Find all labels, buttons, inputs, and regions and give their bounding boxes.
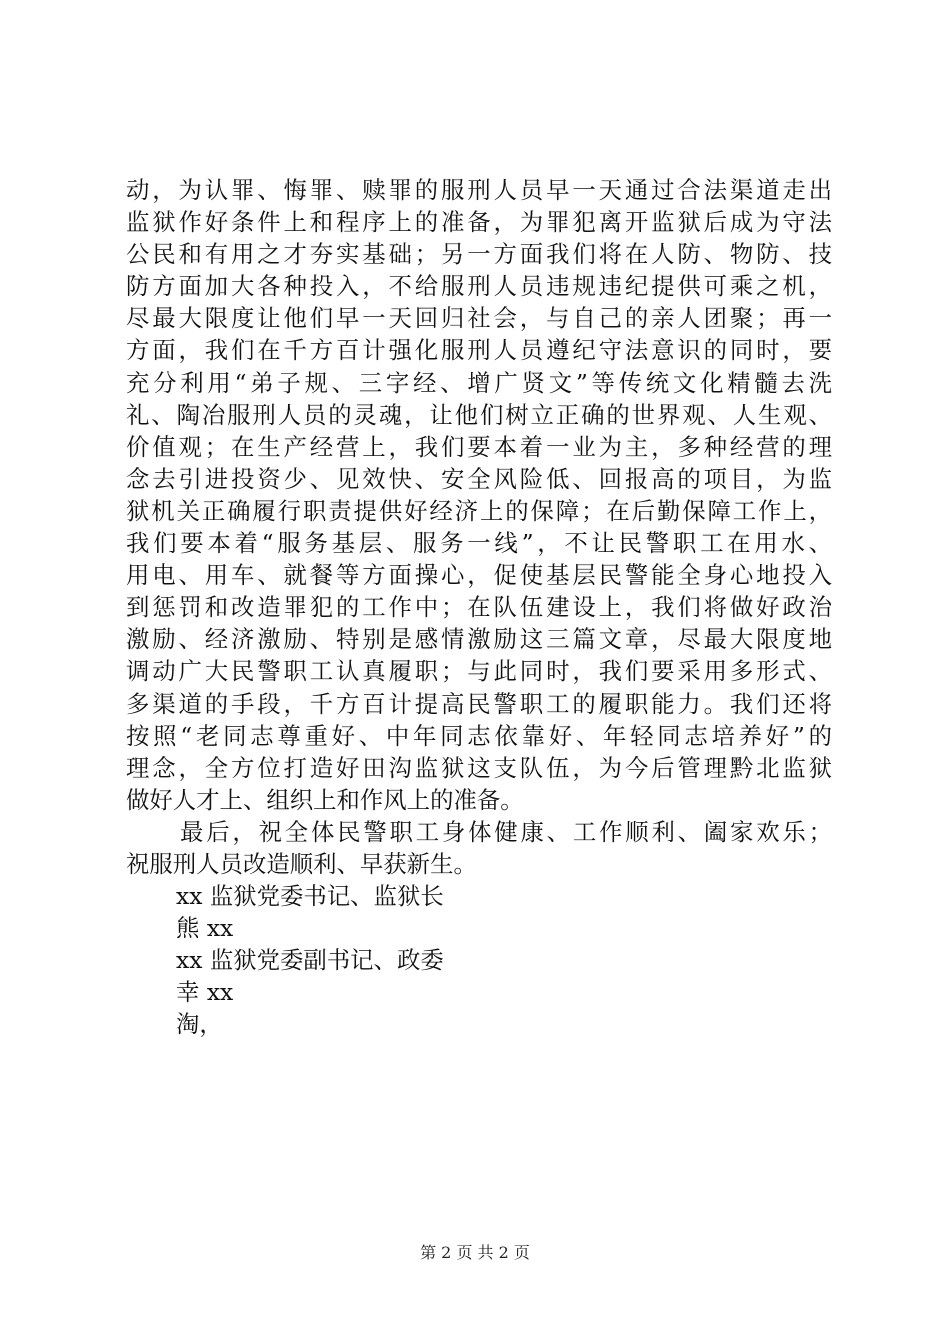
document-body [126,174,832,1041]
paragraph-line-20: 做好人才上、组织上和作风上的准备。 [126,785,524,814]
closing-line-1: 最后，祝全体民警职工身体健康、工作顺利、阖家欢乐； [180,817,832,846]
paragraph-line-19: 理念，全方位打造好田沟监狱这支队伍，为今后管理黔北监狱 [126,753,832,782]
paragraph-line-18: 按照“老同志尊重好、中年同志依靠好、年轻同志培养好”的 [126,721,832,750]
paragraph-line-3: 公民和有用之才夯实基础；另一方面我们将在人防、物防、技 [126,240,832,269]
paragraph-line-6: 方面，我们在千方百计强化服刑人员遵纪守法意识的同时，要 [126,336,832,365]
signature-name-1: 熊 xx [176,914,234,943]
signature-title-1: xx 监狱党委书记、监狱长 [176,882,444,911]
paragraph-line-8: 礼、陶冶服刑人员的灵魂，让他们树立正确的世界观、人生观、 [126,400,832,429]
signature-title-2: xx 监狱党委副书记、政委 [176,946,444,975]
paragraph-line-13: 用电、用车、就餐等方面操心，促使基层民警能全身心地投入 [126,561,832,590]
paragraph-line-12: 我们要本着“服务基层、服务一线”，不让民警职工在用水、 [126,529,832,558]
paragraph-line-11: 狱机关正确履行职责提供好经济上的保障；在后勤保障工作上， [126,496,832,525]
paragraph-line-4: 防方面加大各种投入，不给服刑人员违规违纪提供可乘之机， [126,272,832,301]
closing-line-2: 祝服刑人员改造顺利、早获新生。 [126,849,477,878]
signature-trailing-text: 淘， [176,1010,223,1039]
paragraph-line-2: 监狱作好条件上和程序上的准备，为罪犯离开监狱后成为守法 [126,208,832,237]
signature-name-2: 幸 xx [176,978,234,1007]
paragraph-line-9: 价值观；在生产经营上，我们要本着一业为主，多种经营的理 [126,432,832,461]
paragraph-line-5: 尽最大限度让他们早一天回归社会，与自己的亲人团聚；再一 [126,304,832,333]
page-number-footer: 第 2 页 共 2 页 [420,1243,530,1262]
paragraph-line-14: 到惩罚和改造罪犯的工作中；在队伍建设上，我们将做好政治 [126,593,832,622]
paragraph-line-17: 多渠道的手段，千方百计提高民警职工的履职能力。我们还将 [126,689,832,718]
paragraph-line-1: 动，为认罪、悔罪、赎罪的服刑人员早一天通过合法渠道走出 [126,176,832,204]
paragraph-line-7: 充分利用“弟子规、三字经、增广贤文”等传统文化精髓去洗 [126,368,832,397]
paragraph-line-10: 念去引进投资少、见效快、安全风险低、回报高的项目，为监 [126,464,832,493]
paragraph-line-15: 激励、经济激励、特别是感情激励这三篇文章，尽最大限度地 [126,625,832,654]
paragraph-line-16: 调动广大民警职工认真履职；与此同时，我们要采用多形式、 [126,657,832,686]
